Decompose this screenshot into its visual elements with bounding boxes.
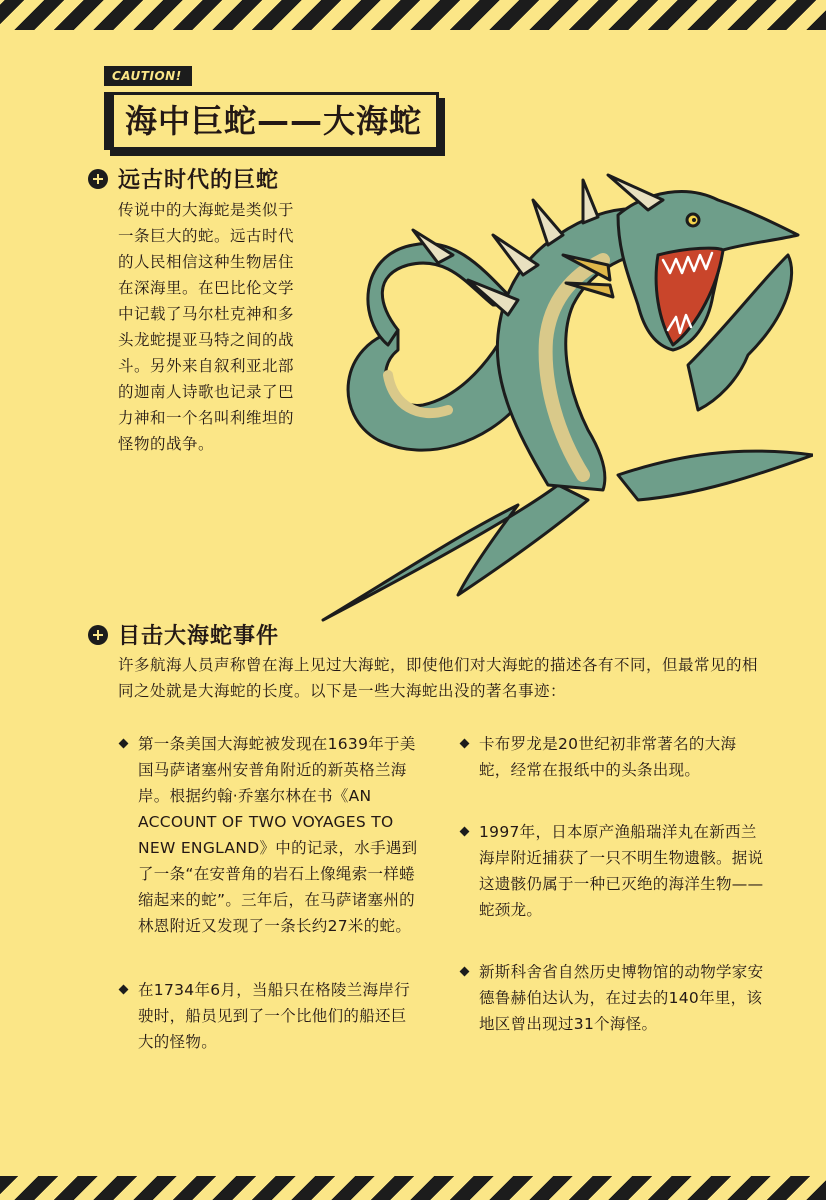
sea-serpent-illustration xyxy=(318,155,813,625)
ancient-serpent-text: 传说中的大海蛇是类似于一条巨大的蛇。远古时代的人民相信这种生物居住在深海里。在巴比伦文学中记载了马尔杜克神和多头龙蛇提亚马特之间的战斗。另外来自叙利亚北部的迦南人诗歌也记录了巴力神和一个名叫利维坦的怪物的战争。 xyxy=(118,201,295,453)
page-title: 海中巨蛇——大海蛇 xyxy=(125,102,423,140)
section-title-ancient: 远古时代的巨蛇 xyxy=(118,168,280,193)
diamond-bullet-icon xyxy=(460,827,470,837)
title-box xyxy=(104,92,439,150)
list-item xyxy=(459,959,764,1037)
diamond-bullet-icon xyxy=(460,967,470,977)
sightings-list-right xyxy=(459,731,764,1037)
list-item-text: 新斯科舍省自然历史博物馆的动物学家安德鲁赫伯达认为，在过去的140年里，该地区曾出现过31个海怪。 xyxy=(479,963,764,1033)
hazard-stripe-top xyxy=(0,0,826,30)
sightings-intro-text: 许多航海人员声称曾在海上见过大海蛇，即使他们对大海蛇的描述各有不同，但最常见的相同之处就是大海蛇的长度。以下是一些大海蛇出没的著名事迹： xyxy=(118,656,759,700)
caution-tag: CAUTION! xyxy=(104,66,192,86)
section-heading-sightings xyxy=(88,619,279,650)
sightings-list-left xyxy=(118,731,418,1055)
list-item-text: 在1734年6月，当船只在格陵兰海岸行驶时，船员见到了一个比他们的船还巨大的怪物。 xyxy=(138,981,411,1051)
section-title-sightings: 目击大海蛇事件 xyxy=(118,624,280,649)
list-item-text: 卡布罗龙是20世纪初非常著名的大海蛇，经常在报纸中的头条出现。 xyxy=(479,735,737,779)
diamond-bullet-icon xyxy=(119,739,129,749)
diamond-bullet-icon xyxy=(460,739,470,749)
list-item-text: 1997年，日本原产渔船瑞洋丸在新西兰海岸附近捕获了一只不明生物遗骸。据说这遗骸仍属于一种已灭绝的海洋生物——蛇颈龙。 xyxy=(479,823,764,919)
plus-circle-icon xyxy=(88,169,108,189)
list-item xyxy=(118,977,418,1055)
plus-circle-icon xyxy=(88,625,108,645)
list-item xyxy=(459,731,764,783)
hazard-stripe-bottom xyxy=(0,1176,826,1200)
list-item-text: 第一条美国大海蛇被发现在1639年于美国马萨诸塞州安普角附近的新英格兰海岸。根据约翰·乔塞尔林在书《AN ACCOUNT OF TWO VOYAGES TO NEW ENGLAND》中的记录，水手遇到了一条“在安普角的岩石上像绳索一样蜷缩起来的蛇”。三年后，在马萨诸塞州的林恩附近又发现了一条长约27米的蛇。 xyxy=(138,735,418,935)
section-heading-ancient xyxy=(88,163,279,194)
diamond-bullet-icon xyxy=(119,985,129,995)
list-item xyxy=(459,819,764,923)
list-item xyxy=(118,731,418,939)
